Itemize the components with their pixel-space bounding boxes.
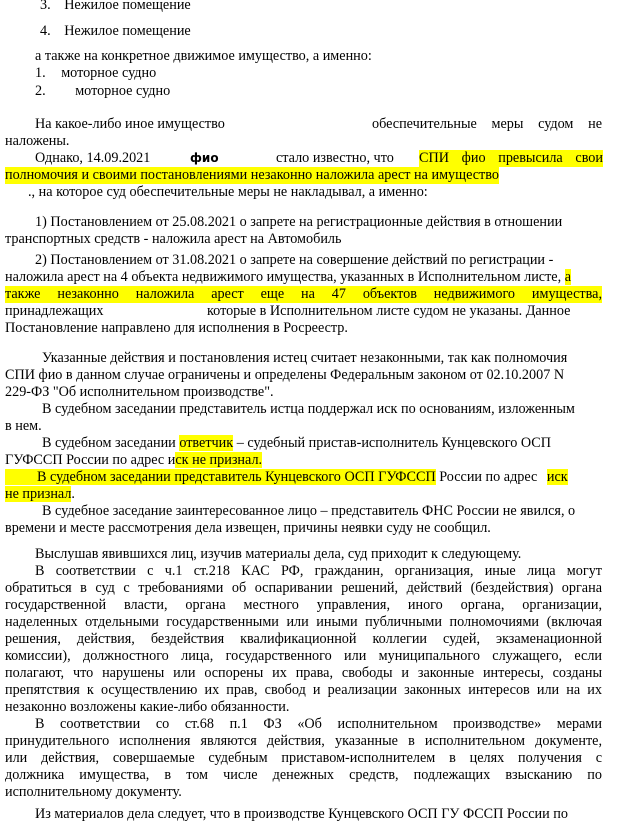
list-item: 4. Нежилое помещение (40, 23, 191, 39)
paragraph-line: обеспечительные меры судом не (372, 116, 602, 132)
list-item: 2. моторное судно (35, 83, 171, 99)
paragraph-line: 229-ФЗ "Об исполнительном производстве". (5, 384, 274, 400)
paragraph-line: принудительного исполнения являются действия, указанные в исполнительном документе, (5, 733, 602, 749)
paragraph-line: наложены. (5, 133, 70, 149)
paragraph-line: в нем. (5, 418, 42, 434)
paragraph-line: полагают, что нарушены или оспорены их права, свободы и законные интересы, созданы (5, 665, 602, 681)
paragraph-line: В соответствии со ст.68 п.1 ФЗ «Об исполнительном производстве» мерами (35, 716, 602, 732)
paragraph-line: незаконно возложены какие-либо обязанности. (5, 699, 290, 715)
highlight: также незаконно наложила арест еще на 47 объектов недвижимого имущества, (5, 286, 602, 302)
paragraph-line: В судебном заседании представитель истца поддержал иск по основаниям, изложенным (42, 401, 575, 417)
paragraph-line: или действия, совершаемые судебным приставом-исполнителем в целях получения с (5, 750, 602, 766)
paragraph-line: Постановление направлено для исполнения в Росреестр. (5, 320, 348, 336)
paragraph-line: препятствия к осуществлению их прав, свобод и реализации законных интересов или на их (5, 682, 602, 698)
paragraph-line: В судебное заседание заинтересованное лицо – представитель ФНС России не явился, о (42, 503, 576, 519)
paragraph-line: На какое-либо иное имущество (35, 116, 225, 132)
paragraph-line: которые в Исполнительном листе судом не указаны. Данное (207, 303, 571, 319)
movable-intro: а также на конкретное движимое имущество, а именно: (35, 48, 372, 64)
paragraph-line: СПИ фио в данном случае ограничены и определены Федеральным законом от 02.10.2007 N (5, 367, 565, 383)
highlight: полномочия и своими постановлениями незаконно наложила арест на имущество (5, 167, 499, 183)
highlight: СПИ фио превысила свои (419, 150, 603, 166)
handwritten-fio: фио (190, 151, 219, 165)
paragraph-line: 1) Постановлением от 25.08.2021 о запрете на регистрационные действия в отношении (35, 214, 563, 230)
paragraph-line: транспортных средств - наложила арест на Автомобиль (5, 231, 342, 247)
paragraph-line: должника имущества, в том числе денежных средств, подлежащих взысканию по (5, 767, 602, 783)
paragraph-line: Указанные действия и постановления истец считает незаконными, так как полномочия (42, 350, 568, 366)
paragraph-line: 2) Постановлением от 31.08.2021 о запрете на совершение действий по регистрации - (35, 252, 554, 268)
paragraph-line: наделенных отдельными государственными или иными публичными полномочиями (включая (5, 614, 602, 630)
list-item: 1. моторное судно (35, 65, 157, 81)
paragraph-line: Однако, 14.09.2021 (35, 150, 151, 166)
paragraph-line: комиссии), должностного лица, государственного или муниципального служащего, если (5, 648, 602, 664)
paragraph-line: обратиться в суд с требованиями об оспаривании решений, действий (бездействия) органа (5, 580, 602, 596)
paragraph-line: не признал. (5, 486, 75, 502)
paragraph-line: времени и месте рассмотрения дела извещен, причины неявки суду не сообщил. (5, 520, 491, 536)
list-item: 3. Нежилое помещение (40, 0, 191, 13)
paragraph-line: В судебном заседании ответчик – судебный пристав-исполнитель Кунцевского ОСП (42, 435, 551, 451)
paragraph-line: наложила арест на 4 объекта недвижимого имущества, указанных в Исполнительном листе, а (5, 269, 571, 285)
paragraph-line: Выслушав явившихся лиц, изучив материалы дела, суд приходит к следующему. (35, 546, 522, 562)
paragraph-line: ГУФССП России по адрес иск не признал. (5, 452, 263, 468)
paragraph-line: Из материалов дела следует, что в производстве Кунцевского ОСП ГУ ФССП России по (35, 806, 568, 822)
paragraph-line: государственной власти, органа местного управления, иного органа, организации, (5, 597, 602, 613)
paragraph-line: стало известно, что (276, 150, 394, 166)
paragraph-line: решения, действия, бездействия квалификационной коллегии судей, экзаменационной (5, 631, 602, 647)
paragraph-line: исполнительному документу. (5, 784, 182, 800)
paragraph-line: В соответствии с ч.1 ст.218 КАС РФ, гражданин, организация, иные лица могут (35, 563, 602, 579)
paragraph-line: В судебном заседании представитель Кунцевского ОСП ГУФССП России по адрес иск (5, 469, 568, 486)
paragraph-line: ., на которое суд обеспечительные меры не накладывал, а именно: (28, 184, 428, 200)
paragraph-line: принадлежащих (5, 303, 104, 319)
